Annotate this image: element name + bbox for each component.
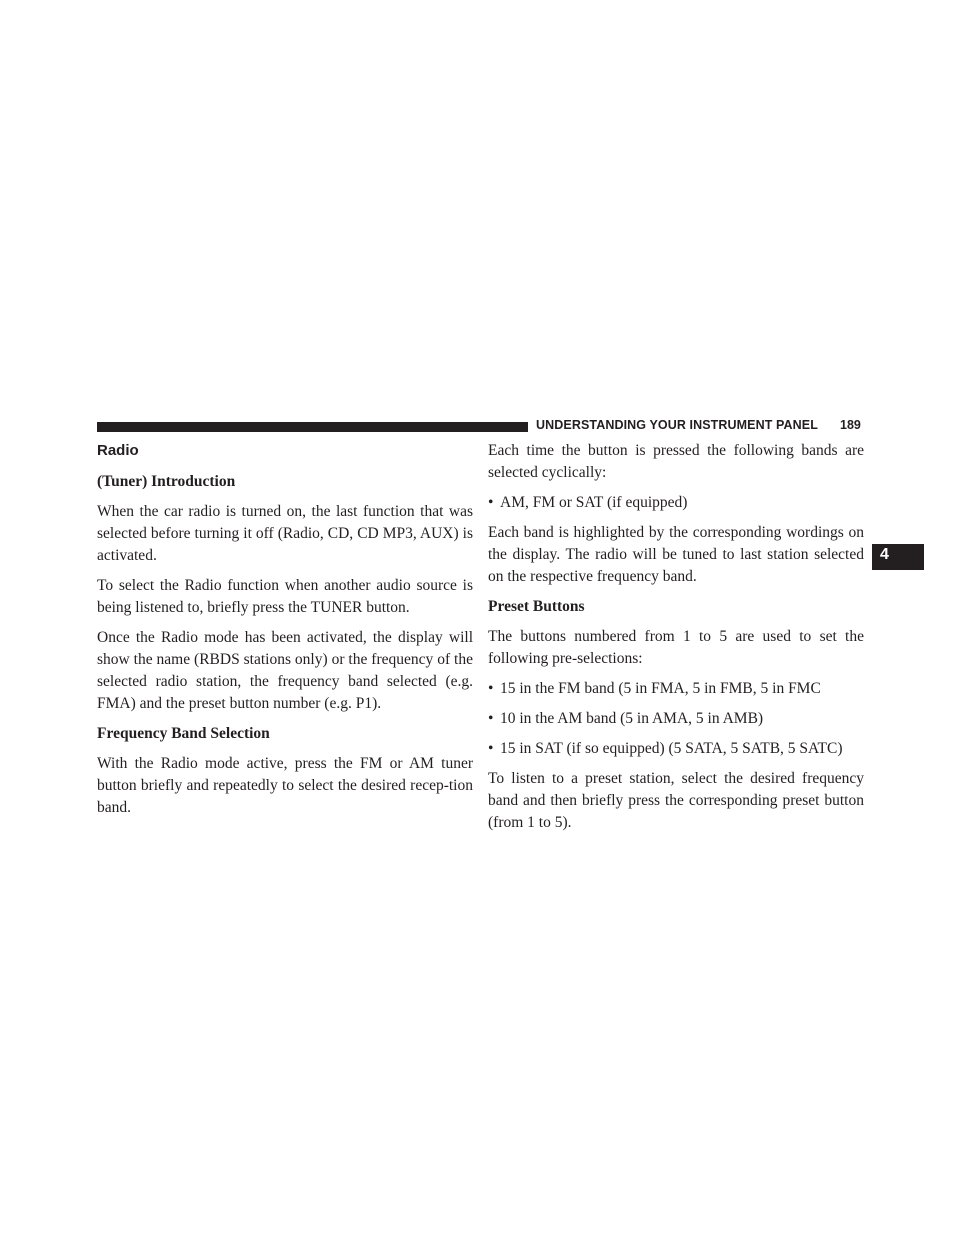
bullet-list	[488, 492, 864, 514]
header-rule	[97, 422, 528, 432]
bullet-icon: •	[488, 710, 494, 727]
subheading-preset-buttons: Preset Buttons	[488, 598, 585, 615]
paragraph: The buttons numbered from 1 to 5 are used to set the following pre-selections:	[488, 628, 864, 667]
list-item-text: 10 in the AM band (5 in AMA, 5 in AMB)	[500, 710, 764, 727]
subheading-frequency-band-selection: Frequency Band Selection	[97, 725, 270, 742]
paragraph: To listen to a preset station, select the desired frequency band and then briefly press the corresponding preset button (from 1 to 5).	[488, 770, 864, 831]
bullet-icon: •	[488, 740, 494, 757]
bullet-icon: •	[488, 494, 494, 511]
right-column	[488, 440, 864, 842]
list-item-text: 15 in the FM band (5 in FMA, 5 in FMB, 5 in FMC	[500, 680, 821, 697]
left-column	[97, 440, 473, 827]
paragraph: Each time the button is pressed the following bands are selected cyclically:	[488, 442, 864, 481]
running-header-title: UNDERSTANDING YOUR INSTRUMENT PANEL	[536, 418, 818, 432]
bullet-list	[488, 678, 864, 760]
list-item	[488, 678, 864, 700]
list-item	[488, 708, 864, 730]
chapter-tab	[872, 544, 924, 570]
list-item	[488, 492, 864, 514]
paragraph: Once the Radio mode has been activated, the display will show the name (RBDS stations only) or the frequency of the selected radio station, the frequency band selected (e.g. FMA) and the preset button number (e.g. P1).	[97, 629, 473, 712]
bullet-icon: •	[488, 680, 494, 697]
section-title: Radio	[97, 442, 139, 459]
list-item-text: 15 in SAT (if so equipped) (5 SATA, 5 SATB, 5 SATC)	[500, 740, 843, 757]
paragraph: Each band is highlighted by the corresponding wordings on the display. The radio will be tuned to last station selected on the respective frequency band.	[488, 524, 864, 585]
subheading-tuner-introduction: (Tuner) Introduction	[97, 473, 236, 490]
list-item	[488, 738, 864, 760]
list-item-text: AM, FM or SAT (if equipped)	[500, 494, 688, 511]
page-number: 189	[840, 418, 861, 432]
paragraph: When the car radio is turned on, the last function that was selected before turning it off (Radio, CD, CD MP3, AUX) is activated.	[97, 503, 473, 564]
chapter-number: 4	[880, 546, 889, 563]
paragraph: To select the Radio function when another audio source is being listened to, briefly press the TUNER button.	[97, 577, 473, 616]
paragraph: With the Radio mode active, press the FM or AM tuner button briefly and repeatedly to select the desired recep-tion band.	[97, 755, 473, 816]
